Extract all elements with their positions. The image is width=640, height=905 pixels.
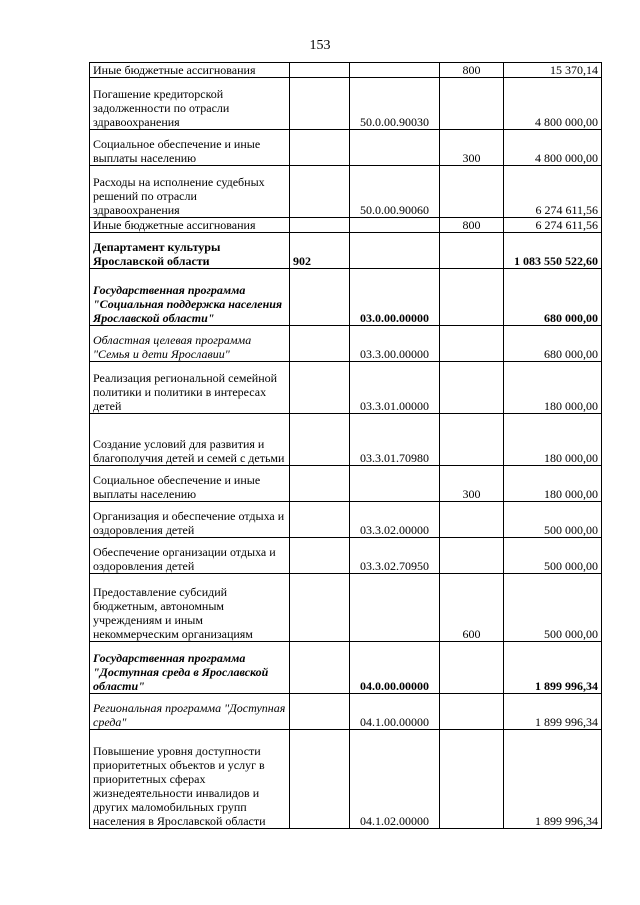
row-name-cell: Реализация региональной семейной политики и политики в интересах детей	[90, 362, 290, 414]
row-target-code-cell: 04.1.02.00000	[350, 730, 440, 829]
row-sum-cell: 180 000,00	[504, 466, 602, 502]
row-sum-cell: 500 000,00	[504, 502, 602, 538]
row-department-cell	[290, 78, 350, 130]
row-sum-cell: 180 000,00	[504, 362, 602, 414]
row-name-cell: Иные бюджетные ассигнования	[90, 218, 290, 233]
row-target-code-cell	[350, 63, 440, 78]
row-department-cell	[290, 642, 350, 694]
row-sum-cell: 6 274 611,56	[504, 166, 602, 218]
row-name-cell: Погашение кредиторской задолженности по отрасли здравоохранения	[90, 78, 290, 130]
row-expense-type-cell	[440, 414, 504, 466]
row-name-cell: Социальное обеспечение и иные выплаты населению	[90, 466, 290, 502]
row-department-cell	[290, 269, 350, 326]
row-target-code-cell: 50.0.00.90030	[350, 78, 440, 130]
row-name-cell: Предоставление субсидий бюджетным, автономным учреждениям и иным некоммерческим организациям	[90, 574, 290, 642]
row-target-code-cell: 04.1.00.00000	[350, 694, 440, 730]
table-row	[90, 502, 602, 538]
row-target-code-cell	[350, 233, 440, 269]
row-sum-cell: 4 800 000,00	[504, 130, 602, 166]
row-target-code-cell: 03.3.02.70950	[350, 538, 440, 574]
row-name-cell: Иные бюджетные ассигнования	[90, 63, 290, 78]
table-row	[90, 642, 602, 694]
table-row	[90, 78, 602, 130]
row-name-cell: Региональная программа "Доступная среда"	[90, 694, 290, 730]
page-number: 153	[309, 38, 331, 53]
budget-table	[89, 62, 602, 829]
row-department-cell	[290, 694, 350, 730]
table-row	[90, 574, 602, 642]
row-target-code-cell: 03.3.00.00000	[350, 326, 440, 362]
row-sum-cell: 1 083 550 522,60	[504, 233, 602, 269]
row-name-cell: Государственная программа "Доступная среда в Ярославской области"	[90, 642, 290, 694]
row-expense-type-cell: 800	[440, 63, 504, 78]
row-expense-type-cell: 600	[440, 574, 504, 642]
row-name-cell: Государственная программа "Социальная поддержка населения Ярославской области"	[90, 269, 290, 326]
table-row	[90, 730, 602, 829]
row-department-cell	[290, 538, 350, 574]
table-row	[90, 130, 602, 166]
row-target-code-cell: 03.0.00.00000	[350, 269, 440, 326]
row-name-cell: Обеспечение организации отдыха и оздоровления детей	[90, 538, 290, 574]
row-expense-type-cell	[440, 642, 504, 694]
row-expense-type-cell	[440, 166, 504, 218]
row-target-code-cell: 50.0.00.90060	[350, 166, 440, 218]
row-sum-cell: 680 000,00	[504, 326, 602, 362]
row-name-cell: Социальное обеспечение и иные выплаты населению	[90, 130, 290, 166]
row-department-cell	[290, 166, 350, 218]
row-name-cell: Повышение уровня доступности приоритетных объектов и услуг в приоритетных сферах жизнедеятельности инвалидов и других маломобильных групп населения в Ярославской области	[90, 730, 290, 829]
row-target-code-cell	[350, 574, 440, 642]
row-department-cell	[290, 502, 350, 538]
row-sum-cell: 180 000,00	[504, 414, 602, 466]
row-target-code-cell	[350, 130, 440, 166]
row-department-cell: 902	[290, 233, 350, 269]
table-row	[90, 694, 602, 730]
table-row	[90, 362, 602, 414]
row-target-code-cell: 03.3.02.00000	[350, 502, 440, 538]
table-row	[90, 414, 602, 466]
row-department-cell	[290, 218, 350, 233]
row-expense-type-cell	[440, 538, 504, 574]
table-row	[90, 166, 602, 218]
row-expense-type-cell	[440, 269, 504, 326]
row-target-code-cell	[350, 466, 440, 502]
row-department-cell	[290, 414, 350, 466]
row-expense-type-cell	[440, 730, 504, 829]
row-expense-type-cell: 300	[440, 130, 504, 166]
row-name-cell: Областная целевая программа "Семья и дети Ярославии"	[90, 326, 290, 362]
table-row	[90, 63, 602, 78]
row-target-code-cell: 04.0.00.00000	[350, 642, 440, 694]
row-name-cell: Департамент культуры Ярославской области	[90, 233, 290, 269]
row-name-cell: Организация и обеспечение отдыха и оздоровления детей	[90, 502, 290, 538]
row-sum-cell: 1 899 996,34	[504, 642, 602, 694]
row-expense-type-cell	[440, 362, 504, 414]
row-sum-cell: 1 899 996,34	[504, 730, 602, 829]
row-target-code-cell	[350, 218, 440, 233]
row-sum-cell: 4 800 000,00	[504, 78, 602, 130]
row-expense-type-cell	[440, 233, 504, 269]
row-expense-type-cell	[440, 326, 504, 362]
table-row	[90, 538, 602, 574]
row-department-cell	[290, 130, 350, 166]
row-sum-cell: 1 899 996,34	[504, 694, 602, 730]
row-department-cell	[290, 730, 350, 829]
row-name-cell: Создание условий для развития и благополучия детей и семей с детьми	[90, 414, 290, 466]
table-row	[90, 466, 602, 502]
budget-table-body	[90, 63, 602, 829]
row-department-cell	[290, 466, 350, 502]
row-expense-type-cell	[440, 78, 504, 130]
row-target-code-cell: 03.3.01.70980	[350, 414, 440, 466]
row-expense-type-cell	[440, 694, 504, 730]
row-target-code-cell: 03.3.01.00000	[350, 362, 440, 414]
row-expense-type-cell: 800	[440, 218, 504, 233]
row-department-cell	[290, 574, 350, 642]
table-row	[90, 218, 602, 233]
row-expense-type-cell: 300	[440, 466, 504, 502]
table-row	[90, 326, 602, 362]
row-department-cell	[290, 326, 350, 362]
row-sum-cell: 15 370,14	[504, 63, 602, 78]
row-sum-cell: 500 000,00	[504, 538, 602, 574]
row-department-cell	[290, 362, 350, 414]
row-sum-cell: 500 000,00	[504, 574, 602, 642]
table-row	[90, 269, 602, 326]
row-name-cell: Расходы на исполнение судебных решений по отрасли здравоохранения	[90, 166, 290, 218]
row-expense-type-cell	[440, 502, 504, 538]
row-department-cell	[290, 63, 350, 78]
row-sum-cell: 680 000,00	[504, 269, 602, 326]
table-row	[90, 233, 602, 269]
row-sum-cell: 6 274 611,56	[504, 218, 602, 233]
